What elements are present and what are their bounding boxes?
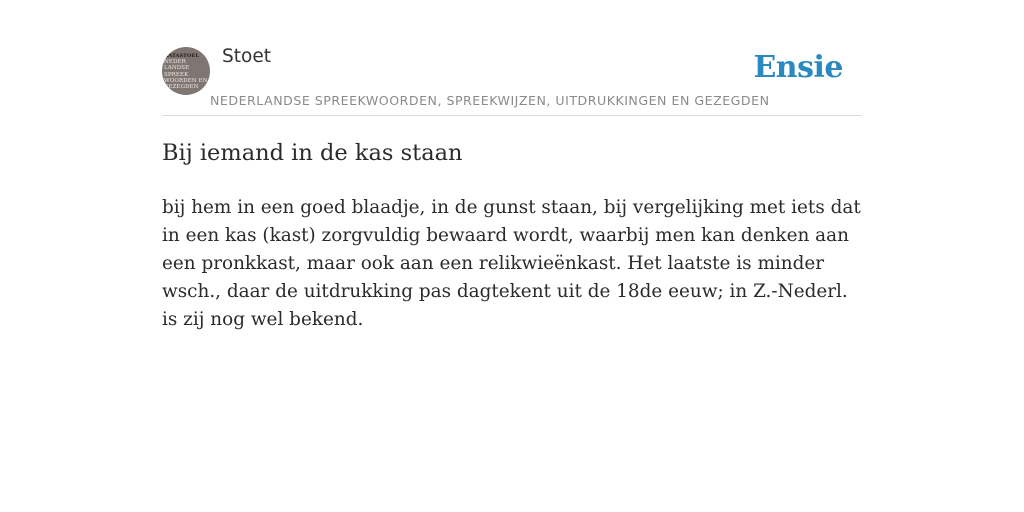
avatar-text-line: GEZEGDEN [164, 84, 199, 91]
source-header [162, 0, 862, 116]
source-name-link[interactable]: Stoet [222, 46, 271, 67]
entry-title: Bij iemand in de kas staan [162, 140, 463, 166]
avatar-text-line: NEDER [164, 59, 186, 66]
avatar-text-line: SPREEK [164, 71, 189, 78]
avatar-text-line: WOORDEN EN [164, 77, 208, 84]
entry-card [162, 0, 862, 330]
source-subtitle: NEDERLANDSE SPREEKWOORDEN, SPREEKWIJZEN, UITDRUKKINGEN EN GEZEGDEN [210, 93, 770, 108]
ensie-logo-link[interactable]: Ensie [753, 50, 843, 85]
entry-definition: bij hem in een goed blaadje, in de gunst staan, bij vergelijking met iets dat in een kas (kast) zorgvuldig bewaard wordt, waarbij men kan denken aan een pronkkast, maar ook aan een relikwieënkast. Het laatste is minder wsch., daar de uitdrukking pas dagtekent uit de 18de eeuw; in Z.-Nederl. is zij nog wel bekend. [162, 197, 861, 330]
avatar-text-line: KATASTOEL [164, 53, 199, 59]
source-avatar[interactable] [162, 47, 210, 95]
avatar-text-line: LANDSE [164, 65, 190, 72]
